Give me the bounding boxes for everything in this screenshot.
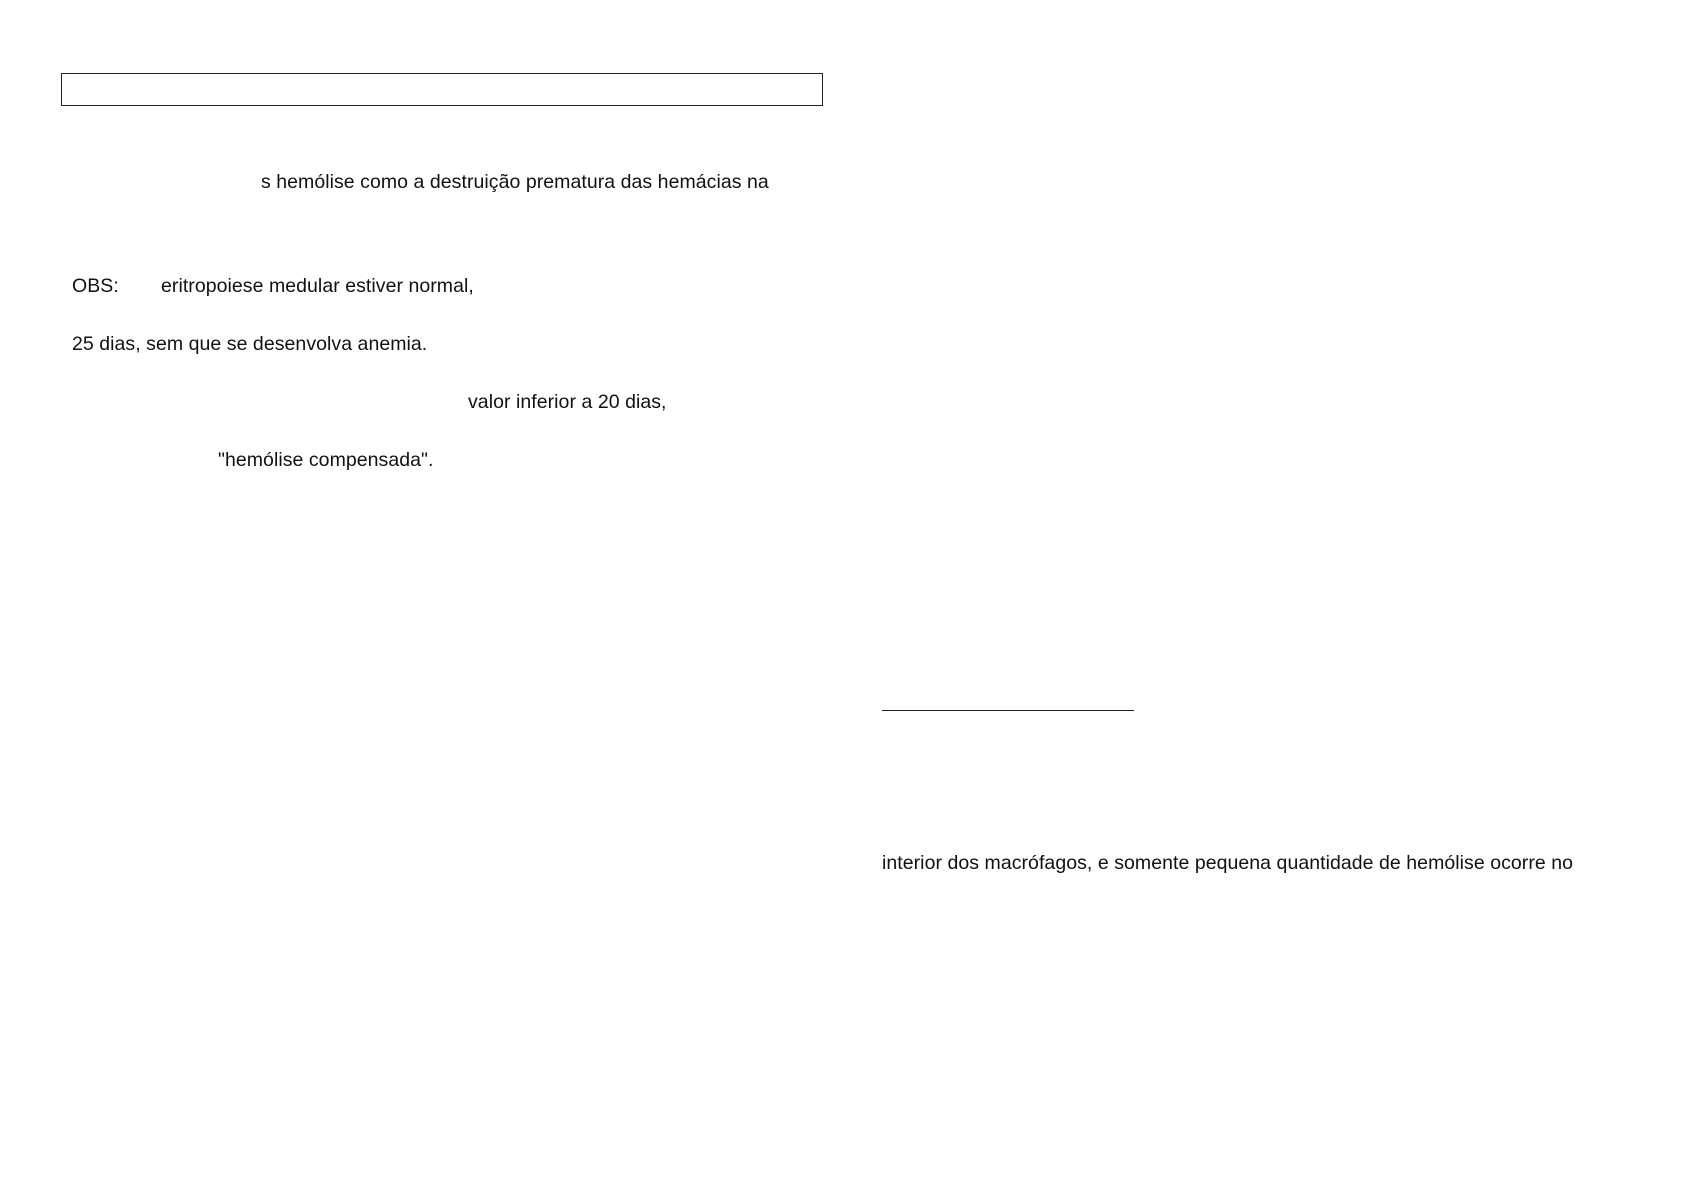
text-line-valor-inferior: valor inferior a 20 dias, [468, 391, 667, 413]
text-line-hemolise-definition: s hemólise como a destruição prematura das hemácias na [261, 171, 769, 193]
text-line-eritropoiese: eritropoiese medular estiver normal, [161, 275, 474, 297]
text-line-hemolise-compensada: "hemólise compensada". [218, 449, 434, 471]
footnote-separator [882, 710, 1134, 711]
text-line-25-dias: 25 dias, sem que se desenvolva anemia. [72, 333, 428, 355]
title-box [61, 73, 823, 106]
text-line-macrofagos: interior dos macrófagos, e somente pequena quantidade de hemólise ocorre no [882, 852, 1574, 874]
obs-label: OBS: [72, 275, 119, 297]
